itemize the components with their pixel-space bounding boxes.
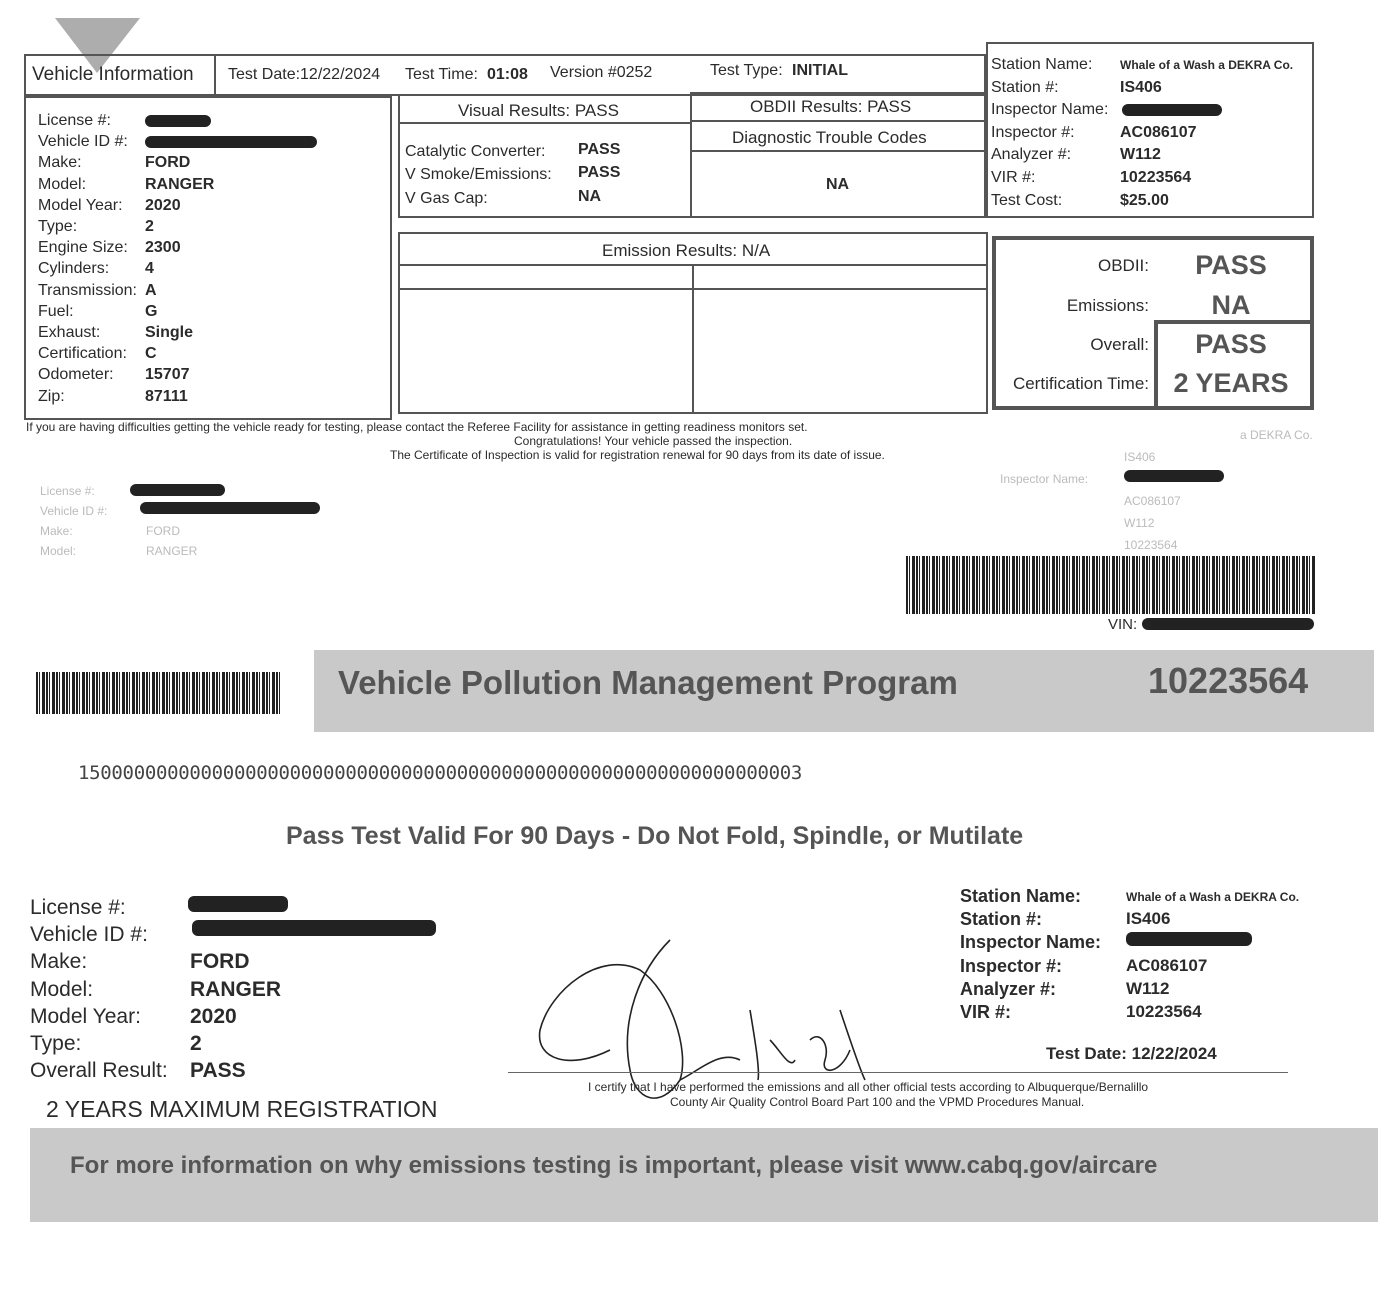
redacted-cert-vin bbox=[192, 920, 436, 936]
station-value: W112 bbox=[1120, 146, 1161, 164]
vehicle-value: A bbox=[145, 281, 157, 299]
visual-value-0: PASS bbox=[578, 141, 621, 158]
vehicle-label: Model Year: bbox=[38, 196, 123, 214]
cert-vehicle-value: PASS bbox=[190, 1059, 246, 1083]
summary-label: Emissions: bbox=[1066, 296, 1149, 315]
vehicle-label: Certification: bbox=[38, 345, 127, 363]
cert-station-label: Inspector Name: bbox=[960, 932, 1102, 953]
version: Version #0252 bbox=[550, 64, 653, 81]
redacted-ghost-vin bbox=[140, 502, 320, 514]
visual-label-2: V Gas Cap: bbox=[405, 190, 488, 207]
vehicle-label: Odometer: bbox=[38, 366, 114, 384]
cert-station-value: W112 bbox=[1126, 978, 1170, 998]
station-label: Station Name: bbox=[991, 56, 1093, 73]
ghost-label: Make: bbox=[40, 524, 73, 538]
station-label: Analyzer #: bbox=[991, 146, 1072, 164]
certificate-barcode bbox=[36, 672, 280, 714]
vehicle-value: FORD bbox=[145, 154, 191, 172]
visual-results-header: Visual Results: PASS bbox=[458, 101, 619, 120]
emission-col-divider bbox=[692, 264, 694, 414]
station-value: IS406 bbox=[1120, 78, 1162, 96]
vehicle-label: Cylinders: bbox=[38, 260, 110, 278]
vin-label: VIN: bbox=[1108, 616, 1138, 633]
vehicle-value: 4 bbox=[145, 260, 154, 278]
test-time-label: Test Time: bbox=[405, 66, 478, 83]
ghost-model: RANGER bbox=[146, 544, 198, 558]
test-date: Test Date:12/22/2024 bbox=[228, 66, 381, 83]
vehicle-label: License #: bbox=[38, 112, 111, 129]
vehicle-label: Make: bbox=[38, 154, 82, 172]
readiness-note: If you are having difficulties getting the vehicle ready for testing, please contact the Referee Facility for assistance in getting readiness monitors set. bbox=[26, 420, 808, 434]
program-title: Vehicle Pollution Management Program bbox=[338, 664, 958, 701]
certificate-test-date: Test Date: 12/22/2024 bbox=[1046, 1044, 1217, 1063]
footer-info: For more information on why emissions testing is important, please visit www.cabq.gov/aircare bbox=[70, 1152, 1158, 1179]
dtc-value: NA bbox=[826, 176, 850, 193]
cert-vehicle-label: Make: bbox=[30, 950, 88, 974]
vehicle-value: 2300 bbox=[145, 239, 181, 257]
vehicle-value: 2020 bbox=[145, 196, 181, 214]
cert-vehicle-label: Type: bbox=[30, 1032, 82, 1055]
vehicle-value: Single bbox=[145, 324, 194, 341]
dtc-header: Diagnostic Trouble Codes bbox=[732, 128, 927, 147]
visual-value-2: NA bbox=[578, 188, 602, 205]
cert-station-label: VIR #: bbox=[960, 1002, 1012, 1022]
redacted-cert-inspector bbox=[1126, 932, 1252, 946]
validity-note: The Certificate of Inspection is valid for registration renewal for 90 days from its date of issue. bbox=[390, 448, 885, 462]
redacted-inspector-name bbox=[1122, 104, 1222, 116]
signature-line bbox=[508, 1072, 1288, 1073]
cert-station-label: Analyzer #: bbox=[960, 978, 1057, 999]
cert-vehicle-value: 2020 bbox=[190, 1004, 237, 1028]
ghost-label: License #: bbox=[40, 484, 95, 498]
cert-vehicle-value: 2 bbox=[190, 1032, 202, 1055]
vehicle-value: 15707 bbox=[145, 366, 190, 384]
ghost-label: Model: bbox=[40, 544, 77, 558]
vehicle-label: Transmission: bbox=[38, 281, 137, 299]
summary-label: OBDII: bbox=[1097, 256, 1149, 275]
cert-station-label: Station #: bbox=[960, 909, 1043, 930]
vehicle-label: Engine Size: bbox=[38, 239, 128, 257]
vehicle-label: Fuel: bbox=[38, 302, 74, 320]
cert-vehicle-label: Overall Result: bbox=[30, 1059, 168, 1083]
station-value: Whale of a Wash a DEKRA Co. bbox=[1120, 58, 1294, 72]
vehicle-label: Model: bbox=[38, 175, 87, 193]
ghost-label: Vehicle ID #: bbox=[40, 504, 108, 518]
redacted-ghost-license bbox=[130, 484, 225, 496]
redacted-value bbox=[145, 136, 317, 148]
station-value: AC086107 bbox=[1120, 123, 1197, 141]
summary-value: PASS bbox=[1195, 329, 1267, 359]
cert-vehicle-label: Model Year: bbox=[30, 1004, 141, 1028]
ghost-make: FORD bbox=[146, 524, 180, 538]
certificate-number: 10223564 bbox=[1148, 660, 1309, 701]
summary-value: 2 YEARS bbox=[1173, 368, 1289, 398]
redacted-ghost-inspector bbox=[1124, 470, 1224, 482]
ghost-analyzer: W112 bbox=[1124, 516, 1155, 530]
cert-vehicle-label: Model: bbox=[30, 977, 94, 1001]
station-label: Inspector Name: bbox=[991, 101, 1109, 119]
vehicle-label: Type: bbox=[38, 218, 78, 235]
summary-label: Certification Time: bbox=[1012, 374, 1149, 393]
cert-station-label: Inspector #: bbox=[960, 955, 1063, 976]
cert-station-value: Whale of a Wash a DEKRA Co. bbox=[1126, 890, 1300, 904]
cert-vehicle-label: Vehicle ID #: bbox=[30, 923, 148, 947]
vehicle-value: 87111 bbox=[145, 387, 188, 405]
test-time: 01:08 bbox=[487, 66, 528, 83]
emission-results-header: Emission Results: N/A bbox=[602, 241, 771, 260]
redacted-vin bbox=[1142, 618, 1314, 630]
vin-barcode bbox=[906, 556, 1316, 614]
redacted-value bbox=[145, 115, 211, 127]
long-control-code: 15000000000000000000000000000000000000000000000000000000000000003 bbox=[78, 762, 803, 784]
cert-station-value: AC086107 bbox=[1126, 955, 1208, 975]
obd-rule-2 bbox=[690, 150, 986, 152]
visual-label-1: V Smoke/Emissions: bbox=[405, 166, 552, 183]
station-label: Test Cost: bbox=[991, 191, 1063, 209]
test-type-label: Test Type: bbox=[710, 62, 783, 79]
vehicle-label: Vehicle ID #: bbox=[38, 133, 128, 151]
ghost-station-number: IS406 bbox=[1124, 450, 1156, 464]
visual-value-1: PASS bbox=[578, 164, 621, 181]
ghost-inspector-number: AC086107 bbox=[1124, 494, 1181, 508]
summary-value: PASS bbox=[1195, 250, 1267, 280]
congrats-note: Congratulations! Your vehicle passed the inspection. bbox=[514, 434, 793, 448]
vehicle-label: Exhaust: bbox=[38, 324, 101, 341]
vehicle-value: 2 bbox=[145, 218, 154, 235]
valid-line: Pass Test Valid For 90 Days - Do Not Fold, Spindle, or Mutilate bbox=[286, 822, 1024, 850]
station-label: Station #: bbox=[991, 78, 1059, 96]
vehicle-value: G bbox=[145, 302, 158, 320]
cert-vehicle-value: FORD bbox=[190, 950, 250, 974]
visual-header-rule bbox=[398, 122, 692, 124]
vehicle-label: Zip: bbox=[38, 387, 65, 405]
cert-station-value: IS406 bbox=[1126, 909, 1171, 929]
summary-label: Overall: bbox=[1090, 335, 1149, 354]
station-value: $25.00 bbox=[1120, 191, 1169, 209]
vehicle-value: RANGER bbox=[145, 175, 215, 193]
ghost-inspector-name-label: Inspector Name: bbox=[1000, 472, 1089, 486]
certify-statement-line1: I certify that I have performed the emissions and all other official tests according to Albuquerque/Bernalillo bbox=[588, 1080, 1149, 1094]
max-registration: 2 YEARS MAXIMUM REGISTRATION bbox=[46, 1096, 438, 1122]
summary-value: NA bbox=[1211, 290, 1251, 320]
vehicle-value: C bbox=[145, 345, 157, 363]
station-value: 10223564 bbox=[1120, 169, 1192, 186]
test-type: INITIAL bbox=[792, 62, 848, 79]
station-label: VIR #: bbox=[991, 169, 1036, 186]
ghost-station-name: a DEKRA Co. bbox=[1240, 428, 1313, 442]
station-label: Inspector #: bbox=[991, 123, 1075, 141]
cert-station-label: Station Name: bbox=[960, 886, 1082, 906]
redacted-cert-license bbox=[188, 896, 288, 912]
certify-statement-line2: County Air Quality Control Board Part 100 and the VPMD Procedures Manual. bbox=[670, 1095, 1085, 1109]
ghost-vir: 10223564 bbox=[1124, 538, 1178, 552]
vehicle-info-title: Vehicle Information bbox=[32, 64, 194, 85]
cert-vehicle-label: License #: bbox=[30, 896, 126, 919]
visual-label-0: Catalytic Converter: bbox=[405, 143, 546, 160]
obd-rule-1 bbox=[690, 120, 986, 122]
cert-station-value: 10223564 bbox=[1126, 1002, 1202, 1021]
obd-results-header: OBDII Results: PASS bbox=[750, 97, 912, 116]
cert-vehicle-value: RANGER bbox=[190, 977, 282, 1001]
